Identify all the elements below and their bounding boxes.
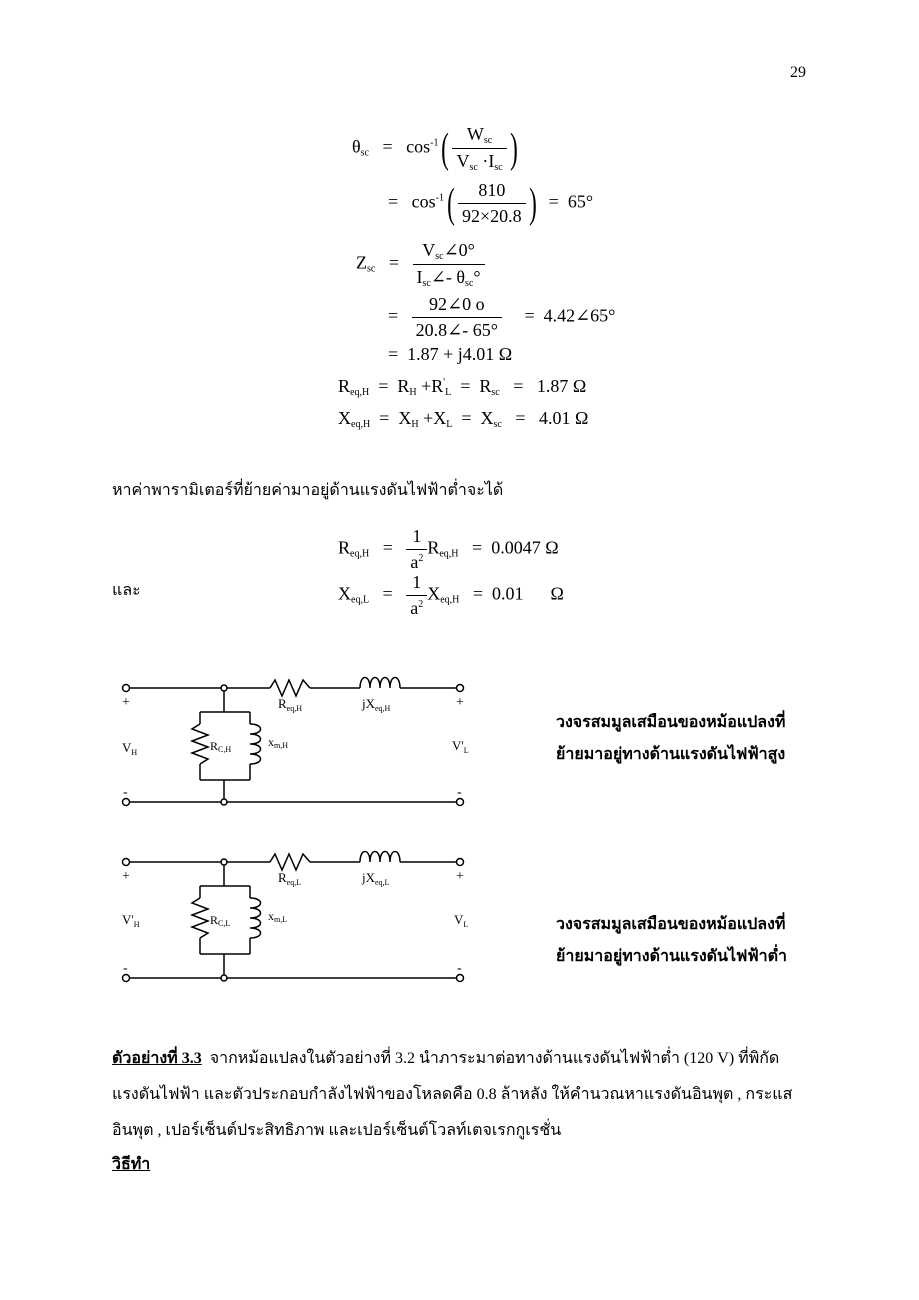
theta-fraction: $\frac{W_{sc}}{V_{sc} \cdot I_{sc}}$ [452, 124, 506, 173]
r-eq-low-equation: $R_{eq,H}$ = $\frac{1}{a^2}$ $R_{eq,H}$ = 0.0047 Ω [338, 526, 559, 572]
page-number: 29 [790, 64, 806, 81]
example-line2: แรงดันไฟฟ้า และตัวประกอบกำลังไฟฟ้าของโหลดคือ 0.8 ล้าหลัง ให้คำนวณหาแรงดันอินพุต , กระแส [112, 1086, 793, 1103]
svg-text:RC,L: RC,L [210, 913, 231, 928]
caption-low-line1: วงจรสมมูลเสมือนของหม้อแปลงที่ [556, 916, 786, 933]
minus-right: - [457, 961, 462, 976]
svg-text:Req,L: $R_{eq,L}$ [278, 870, 302, 887]
x-eq-low-equation: $X_{eq,L}$ = $\frac{1}{a^2}$ $X_{eq,H}$ = 0.01 Ω [338, 572, 564, 618]
example-label: ตัวอย่างที่ 3.3 [112, 1050, 202, 1067]
svg-text:VL: $V_L$ [454, 912, 469, 929]
svg-text:Req,H: $R_{eq,H}$ [278, 696, 302, 713]
plus-left: + [122, 869, 130, 884]
svg-text:jXeq,L: $jX_{eq,L}$ [362, 870, 390, 887]
solution-heading: วิธีทำ [112, 1156, 151, 1173]
minus-left: - [123, 785, 128, 800]
plus-right: + [456, 695, 464, 710]
x-eq-h-equation: $X_{eq,H} = X_H +X_L = X_{sc}$ = 4.01 Ω [338, 408, 589, 430]
minus-right: - [457, 785, 462, 800]
svg-text:xm,L: xm,L [268, 909, 288, 924]
svg-text:V'L: $V'_L$ [452, 738, 469, 755]
theta-value-equation: = $\cos^{-1}$( $\frac{810}{92\times 20.8}$ ) = 65° [388, 180, 594, 227]
circuit-high-side [110, 672, 480, 812]
example-line1: ตัวอย่างที่ 3.3 จากหม้อแปลงในตัวอย่างที่ 3.2 นำภาระมาต่อทางด้านแรงดันไฟฟ้าต่ำ (120 V) ที่พิกัด [112, 1050, 780, 1067]
z-rect-equation: = 1.87 + j4.01 Ω [388, 344, 513, 364]
plus-right: + [456, 869, 464, 884]
z-value-equation: = $\frac{92\angle 0 o}{20.8\angle- 65^\circ}$ = 4.42∠65° [388, 294, 616, 340]
circuit-low-side [110, 846, 480, 986]
svg-text:RC,H: RC,H [210, 739, 232, 754]
svg-text:V'H: $V'_H$ [122, 912, 140, 929]
theta-sc-equation: $\theta_{sc}$ = $\cos^{-1}$( $\frac{W_{sc}}{V_{sc} \cdot I_{sc}}$ ) [352, 124, 518, 173]
svg-text:jXeq,H: $jX_{eq,H}$ [362, 696, 391, 713]
paragraph-low-side: หาค่าพารามิเตอร์ที่ย้ายค่ามาอยู่ด้านแรงดันไฟฟ้าต่ำจะได้ [112, 482, 504, 499]
z-sc-equation: $Z_{sc}$ = $\frac{V_{sc}\angle 0^\circ}{I_{sc}\angle- \theta_{sc}^\circ}$ [356, 240, 485, 289]
caption-high-line2: ย้ายมาอยู่ทางด้านแรงดันไฟฟ้าสูง [556, 746, 786, 763]
svg-text:VH: $V_H$ [122, 740, 138, 757]
r-eq-h-equation: $R_{eq,H} = R_H +R'_L = R_{sc}$ = 1.87 Ω [338, 376, 587, 398]
plus-left: + [122, 695, 130, 710]
minus-left: - [123, 961, 128, 976]
caption-low-line2: ย้ายมาอยู่ทางด้านแรงดันไฟฟ้าต่ำ [556, 948, 788, 965]
and-label: และ [112, 582, 141, 599]
example-line3: อินพุต , เปอร์เซ็นต์ประสิทธิภาพ และเปอร์เซ็นต์โวลท์เตจเรกกูเรชั่น [112, 1122, 562, 1139]
caption-high-line1: วงจรสมมูลเสมือนของหม้อแปลงที่ [556, 714, 786, 731]
svg-text:xm,H: xm,H [268, 735, 288, 750]
